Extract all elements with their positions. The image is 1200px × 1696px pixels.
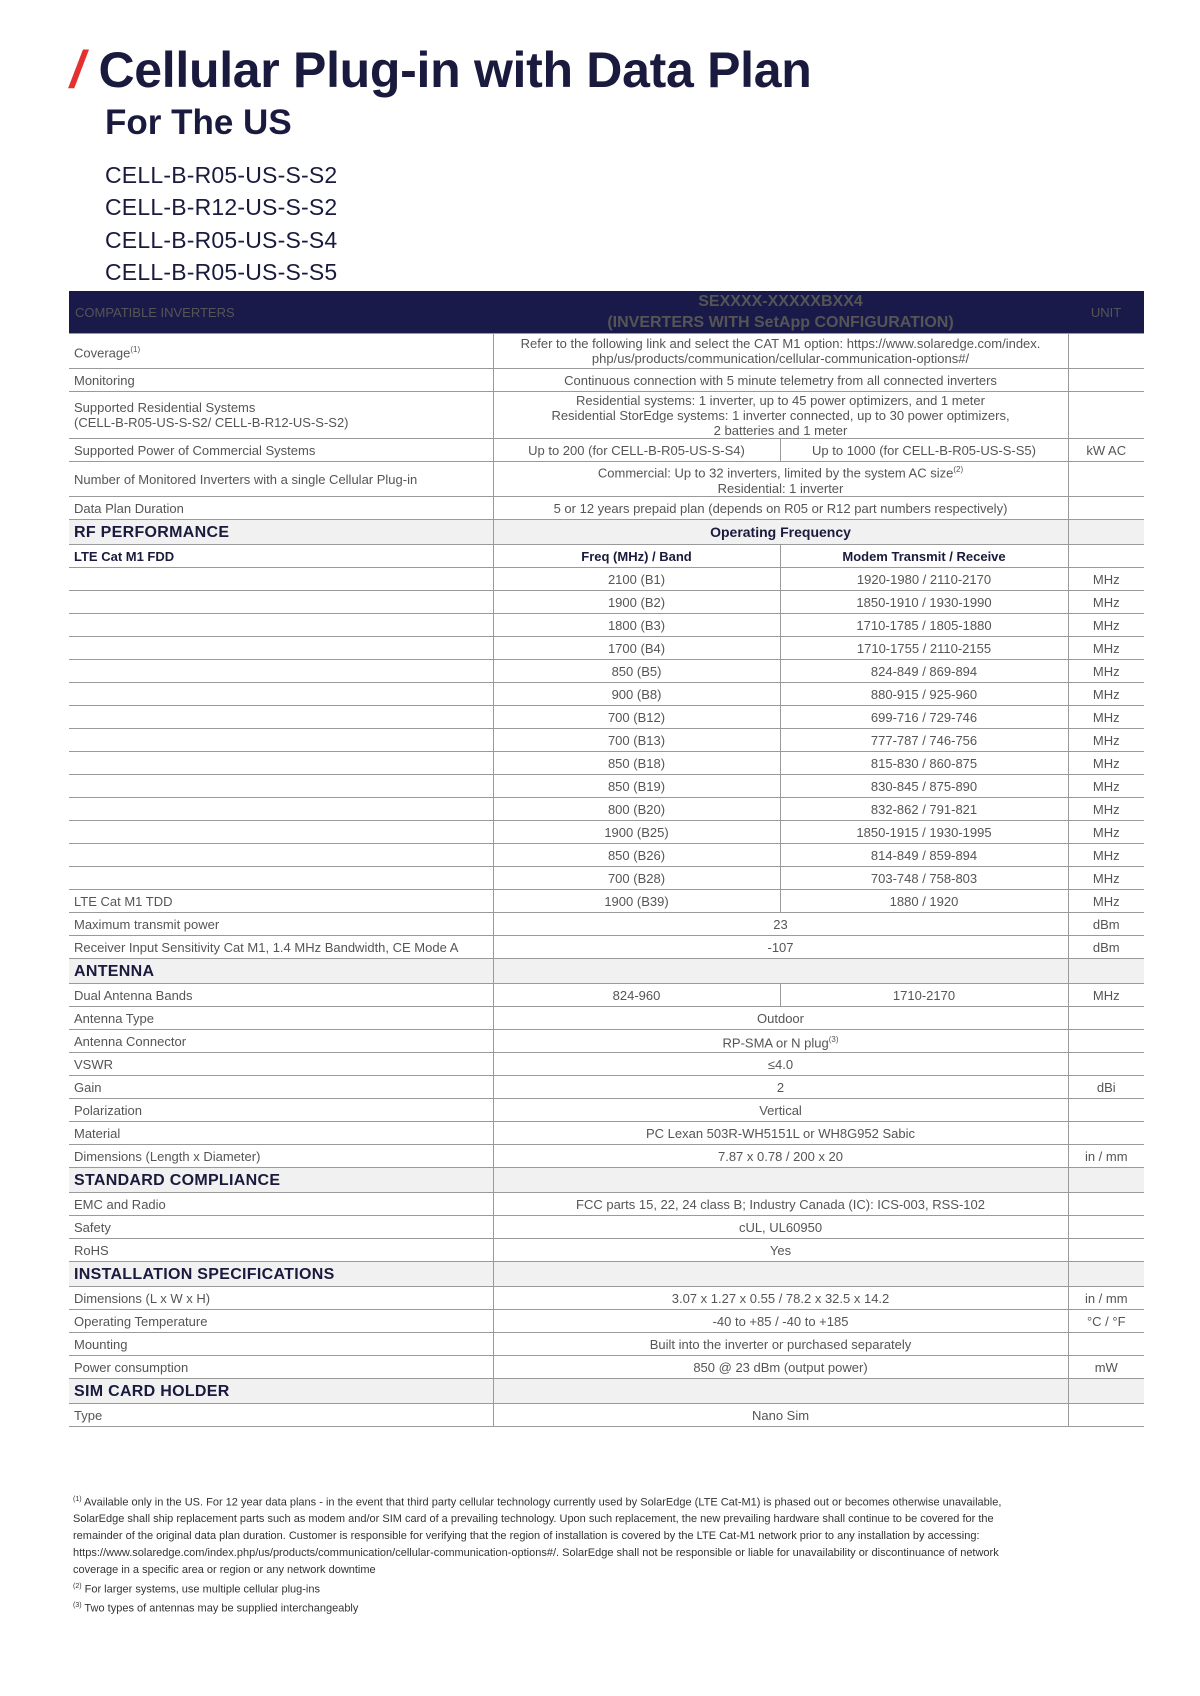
row-value-text: FCC parts 15, 22, 24 class B; Industry Canada (IC): ICS-003, RSS-102 (576, 1196, 985, 1212)
row-unit: MHz (1068, 637, 1144, 660)
row-unit: MHz (1068, 614, 1144, 637)
table-row (69, 591, 1144, 614)
model-number: CELL-B-R05-US-S-S5 (105, 259, 338, 285)
row-label (69, 867, 493, 890)
band-cell: 800 (B20) (493, 798, 780, 821)
table-row (69, 497, 1144, 520)
table-row (69, 683, 1144, 706)
row-value-text: cUL, UL60950 (738, 1219, 823, 1235)
table-row (69, 1145, 1144, 1168)
band-cell: 1900 (B2) (493, 591, 780, 614)
row-value (493, 1287, 1068, 1310)
brand-slash: / (70, 41, 85, 99)
footnote-3 (73, 1598, 1123, 1617)
table-row (69, 775, 1144, 798)
footnote-3-marker: (3) (73, 1602, 82, 1610)
footnote-ref: (1) (130, 344, 141, 354)
row-label: Mounting (69, 1333, 493, 1356)
residential-value-line3: 2 batteries and 1 meter (713, 422, 848, 438)
modem-cell: 832-862 / 791-821 (780, 798, 1068, 821)
row-value: 1710-2170 (780, 984, 1068, 1007)
row-unit: MHz (1068, 867, 1144, 890)
header-model-line2: (INVERTERS WITH SetApp CONFIGURATION) (607, 314, 954, 331)
row-label: Dual Antenna Bands (69, 984, 493, 1007)
row-unit: in / mm (1068, 1145, 1144, 1168)
installation-rows (69, 1287, 1144, 1379)
row-value (493, 1193, 1068, 1216)
row-unit (1068, 520, 1144, 545)
row-label (69, 821, 493, 844)
modem-cell: 1850-1910 / 1930-1990 (780, 591, 1068, 614)
table-row (69, 752, 1144, 775)
row-label (69, 334, 493, 369)
row-label: Data Plan Duration (69, 497, 493, 520)
footnote-ref: (3) (828, 1034, 839, 1044)
footnote-2-marker: (2) (73, 1582, 82, 1590)
modem-cell: 703-748 / 758-803 (780, 867, 1068, 890)
table-row (69, 1193, 1144, 1216)
row-unit: dBm (1068, 913, 1144, 936)
modem-cell: 1920-1980 / 2110-2170 (780, 568, 1068, 591)
footnote-3-text: Two types of antennas may be supplied interchangeably (84, 1602, 359, 1615)
row-unit: MHz (1068, 683, 1144, 706)
row-value (493, 1007, 1068, 1030)
row-value-text: PC Lexan 503R-WH5151L or WH8G952 Sabic (645, 1125, 916, 1141)
row-unit (1068, 369, 1144, 392)
modem-cell: 1850-1915 / 1930-1995 (780, 821, 1068, 844)
row-label: VSWR (69, 1053, 493, 1076)
band-cell: 700 (B28) (493, 867, 780, 890)
row-value (493, 1356, 1068, 1379)
row-unit (1068, 497, 1144, 520)
row-unit: MHz (1068, 660, 1144, 683)
band-cell: 700 (B13) (493, 729, 780, 752)
row-unit (1068, 1030, 1144, 1053)
table-row (69, 369, 1144, 392)
table-row (69, 890, 1144, 913)
row-unit (1068, 1168, 1144, 1193)
row-unit: MHz (1068, 775, 1144, 798)
row-value-text: Outdoor (757, 1010, 804, 1026)
table-row (69, 844, 1144, 867)
table-row (69, 568, 1144, 591)
row-value-text: -40 to +85 / -40 to +185 (712, 1313, 849, 1329)
row-label: Antenna Connector (69, 1030, 493, 1053)
row-value: Up to 1000 (for CELL-B-R05-US-S-S5) (780, 439, 1068, 462)
residential-label-line2: (CELL-B-R05-US-S-S2/ CELL-B-R12-US-S-S2) (74, 415, 349, 430)
row-value: 23 (493, 913, 1068, 936)
row-label (69, 683, 493, 706)
table-row (69, 1404, 1144, 1427)
row-unit (1068, 1239, 1144, 1262)
modem-cell: 777-787 / 746-756 (780, 729, 1068, 752)
compliance-rows (69, 1193, 1144, 1262)
row-unit: MHz (1068, 568, 1144, 591)
section-row-sim-card-holder (69, 1379, 1144, 1404)
table-row (69, 1053, 1144, 1076)
section-title: SIM CARD HOLDER (69, 1379, 493, 1404)
table-row (69, 334, 1144, 369)
row-label (69, 614, 493, 637)
row-unit: MHz (1068, 890, 1144, 913)
row-label (69, 637, 493, 660)
band-cell: 1800 (B3) (493, 614, 780, 637)
modem-cell: 814-849 / 859-894 (780, 844, 1068, 867)
row-value (493, 462, 1068, 497)
document-header (70, 41, 812, 289)
section-title: STANDARD COMPLIANCE (69, 1168, 493, 1193)
row-value (493, 392, 1068, 439)
row-label: Gain (69, 1076, 493, 1099)
table-row (69, 439, 1144, 462)
coverage-line2: php/us/products/communication/cellular-communication-options#/ (591, 351, 970, 366)
footnote-1-line: coverage in a specific area or region or any network downtime (73, 1563, 376, 1576)
row-value: -107 (493, 936, 1068, 959)
section-row-antenna (69, 959, 1144, 984)
row-unit (1068, 1216, 1144, 1239)
modem-cell: 880-915 / 925-960 (780, 683, 1068, 706)
footnote-2 (73, 1579, 1123, 1598)
model-number: CELL-B-R12-US-S-S2 (105, 194, 338, 220)
row-value (493, 1333, 1068, 1356)
band-cell: 850 (B5) (493, 660, 780, 683)
modem-cell: 699-716 / 729-746 (780, 706, 1068, 729)
row-unit (1068, 1099, 1144, 1122)
table-row (69, 798, 1144, 821)
row-unit: MHz (1068, 706, 1144, 729)
row-unit (1068, 462, 1144, 497)
monitored-line1-text: Commercial: Up to 32 inverters, limited by the system AC size (597, 465, 954, 481)
row-label: Dimensions (L x W x H) (69, 1287, 493, 1310)
row-label (69, 798, 493, 821)
fdd-label: LTE Cat M1 FDD (69, 545, 493, 568)
footnote-2-text: For larger systems, use multiple cellular plug-ins (84, 1583, 320, 1596)
page-subtitle: For The US (105, 102, 292, 142)
row-value (493, 1076, 1068, 1099)
section-value (493, 1379, 1068, 1404)
section-title: INSTALLATION SPECIFICATIONS (69, 1262, 493, 1287)
footnote-1-marker: (1) (73, 1496, 82, 1503)
sim-rows (69, 1404, 1144, 1427)
row-value-text: Vertical (759, 1102, 802, 1118)
band-cell: 850 (B26) (493, 844, 780, 867)
modem-cell: 1880 / 1920 (780, 890, 1068, 913)
section-row-installation (69, 1262, 1144, 1287)
band-cell: 1900 (B25) (493, 821, 780, 844)
band-cell: 1700 (B4) (493, 637, 780, 660)
table-row (69, 706, 1144, 729)
row-value (493, 1310, 1068, 1333)
model-number: CELL-B-R05-US-S-S4 (105, 226, 338, 253)
row-value-text: 7.87 x 0.78 / 200 x 20 (717, 1148, 844, 1164)
row-label: Polarization (69, 1099, 493, 1122)
page-title: Cellular Plug-in with Data Plan (98, 42, 812, 98)
row-value (493, 1145, 1068, 1168)
row-unit (1068, 1193, 1144, 1216)
header-model-line1: SEXXXX-XXXXXBXX4 (698, 293, 863, 310)
table-header-row (69, 291, 1144, 334)
modem-cell: 1710-1755 / 2110-2155 (780, 637, 1068, 660)
table-row (69, 1099, 1144, 1122)
row-unit: MHz (1068, 752, 1144, 775)
table-row (69, 392, 1144, 439)
row-unit: MHz (1068, 844, 1144, 867)
footnote-1 (73, 1492, 1123, 1579)
header-compatible-inverters: COMPATIBLE INVERTERS (69, 291, 493, 334)
row-label (69, 729, 493, 752)
footnote-1-line: SolarEdge shall ship replacement parts such as modem and/or SIM card of a prevailing technology. Upon such replacement, the new prevailing hardware shall continue to be covered for the (73, 1513, 994, 1526)
table-row (69, 936, 1144, 959)
row-label: Material (69, 1122, 493, 1145)
row-value: Up to 200 (for CELL-B-R05-US-S-S4) (493, 439, 780, 462)
header-unit: UNIT (1068, 291, 1144, 334)
band-cell: 850 (B18) (493, 752, 780, 775)
section-value (493, 959, 1068, 984)
band-cell: 700 (B12) (493, 706, 780, 729)
residential-value-line1: Residential systems: 1 inverter, up to 45 power optimizers, and 1 meter (576, 392, 985, 408)
band-cell: 900 (B8) (493, 683, 780, 706)
residential-label-line1: Supported Residential Systems (74, 400, 256, 415)
row-unit (1068, 1404, 1144, 1427)
row-value (493, 1122, 1068, 1145)
band-cell: 2100 (B1) (493, 568, 780, 591)
table-row (69, 1333, 1144, 1356)
section-title: ANTENNA (69, 959, 493, 984)
row-value (493, 334, 1068, 369)
row-unit (1068, 334, 1144, 369)
coverage-line1: Refer to the following link and select the CAT M1 option: https://www.solaredge.com/index. (520, 336, 1041, 351)
row-label: Maximum transmit power (69, 913, 493, 936)
section-row-standard-compliance (69, 1168, 1144, 1193)
section-row-rf-performance (69, 520, 1144, 545)
table-row (69, 1310, 1144, 1333)
row-unit (1068, 1379, 1144, 1404)
modem-cell: 830-845 / 875-890 (780, 775, 1068, 798)
table-row (69, 1076, 1144, 1099)
modem-cell: 815-830 / 860-875 (780, 752, 1068, 775)
table-row (69, 1030, 1144, 1053)
row-value-text: 850 @ 23 dBm (output power) (693, 1359, 868, 1375)
band-rows (69, 568, 1144, 913)
section-title: RF PERFORMANCE (69, 520, 493, 545)
column-header-modem: Modem Transmit / Receive (780, 545, 1068, 568)
row-unit: MHz (1068, 798, 1144, 821)
title-row (70, 41, 812, 99)
row-label: Supported Power of Commercial Systems (69, 439, 493, 462)
footnote-1-line: remainder of the original data plan duration. Customer is responsible for verifying that the region of installation is covered by the LTE Cat-M1 network prior to any installation by accessing: (73, 1530, 980, 1543)
row-unit: MHz (1068, 729, 1144, 752)
row-value-text: 2 (776, 1079, 785, 1095)
row-value-text: Nano Sim (751, 1407, 810, 1423)
table-row (69, 660, 1144, 683)
row-unit: MHz (1068, 821, 1144, 844)
table-row (69, 913, 1144, 936)
table-row (69, 1239, 1144, 1262)
row-label: Type (69, 1404, 493, 1427)
row-label: EMC and Radio (69, 1193, 493, 1216)
row-unit: in / mm (1068, 1287, 1144, 1310)
row-unit: MHz (1068, 984, 1144, 1007)
table-row (69, 1007, 1144, 1030)
footnote-ref: (2) (953, 465, 964, 475)
row-unit (1068, 1007, 1144, 1030)
row-value-text: Built into the inverter or purchased separately (649, 1336, 912, 1352)
header-inverter-model (493, 291, 1068, 334)
row-value (493, 1030, 1068, 1053)
residential-value-line2: Residential StorEdge systems: 1 inverter connected, up to 30 power optimizers, (551, 407, 1010, 423)
row-label: Receiver Input Sensitivity Cat M1, 1.4 MHz Bandwidth, CE Mode A (69, 936, 493, 959)
row-label: Safety (69, 1216, 493, 1239)
row-unit: kW AC (1068, 439, 1144, 462)
monitored-line1 (499, 462, 1063, 480)
row-value-text: RP-SMA or N plug (722, 1035, 829, 1051)
row-value-text: Yes (769, 1242, 792, 1258)
row-value (493, 1216, 1068, 1239)
row-value (493, 1239, 1068, 1262)
row-label (69, 392, 493, 439)
row-label (69, 775, 493, 798)
table-row (69, 729, 1144, 752)
row-label: Antenna Type (69, 1007, 493, 1030)
row-label (69, 591, 493, 614)
row-label: Monitoring (69, 369, 493, 392)
row-label: Power consumption (69, 1356, 493, 1379)
row-value: 5 or 12 years prepaid plan (depends on R05 or R12 part numbers respectively) (493, 497, 1068, 520)
table-row (69, 1216, 1144, 1239)
row-unit (1068, 545, 1144, 568)
row-unit (1068, 1262, 1144, 1287)
row-value: 824-960 (493, 984, 780, 1007)
modem-cell: 824-849 / 869-894 (780, 660, 1068, 683)
row-unit (1068, 1122, 1144, 1145)
row-label (69, 844, 493, 867)
row-unit: °C / °F (1068, 1310, 1144, 1333)
section-value (493, 1262, 1068, 1287)
table-row (69, 1356, 1144, 1379)
table-row (69, 462, 1144, 497)
row-unit (1068, 392, 1144, 439)
row-value (493, 1099, 1068, 1122)
table-row (69, 614, 1144, 637)
coverage-label: Coverage (74, 345, 131, 361)
row-unit: dBi (1068, 1076, 1144, 1099)
row-label: RoHS (69, 1239, 493, 1262)
table-row (69, 1287, 1144, 1310)
footnote-1-line: Available only in the US. For 12 year data plans - in the event that third party cellular technology currently used by SolarEdge (LTE Cat-M1) is phased out or becomes otherwise unavailable, (84, 1496, 1002, 1509)
antenna-rows (69, 1007, 1144, 1168)
table-row (69, 821, 1144, 844)
section-value: Operating Frequency (493, 520, 1068, 545)
row-unit: mW (1068, 1356, 1144, 1379)
modem-cell: 1710-1785 / 1805-1880 (780, 614, 1068, 637)
row-label (69, 568, 493, 591)
table-row (69, 1122, 1144, 1145)
table-subheader-row (69, 545, 1144, 568)
band-cell: 850 (B19) (493, 775, 780, 798)
row-label: Number of Monitored Inverters with a single Cellular Plug-in (69, 462, 493, 497)
model-number: CELL-B-R05-US-S-S2 (105, 161, 338, 188)
table-row (69, 867, 1144, 890)
row-label: Dimensions (Length x Diameter) (69, 1145, 493, 1168)
row-label (69, 752, 493, 775)
row-value: Continuous connection with 5 minute telemetry from all connected inverters (493, 369, 1068, 392)
row-label (69, 706, 493, 729)
model-list (105, 159, 811, 289)
column-header-band: Freq (MHz) / Band (493, 545, 780, 568)
row-unit (1068, 1053, 1144, 1076)
table-row (69, 984, 1144, 1007)
row-value-text: 3.07 x 1.27 x 0.55 / 78.2 x 32.5 x 14.2 (671, 1290, 890, 1306)
footnote-1-line: https://www.solaredge.com/index.php/us/products/communication/cellular-communication-options#/. SolarEdge shall not be responsible or liable for unavailability or discontinuance of network (73, 1547, 999, 1560)
row-unit (1068, 959, 1144, 984)
band-cell: 1900 (B39) (493, 890, 780, 913)
row-unit: dBm (1068, 936, 1144, 959)
row-unit: MHz (1068, 591, 1144, 614)
footnotes (73, 1492, 1123, 1618)
spec-table (69, 291, 1144, 1427)
row-label: Operating Temperature (69, 1310, 493, 1333)
section-value (493, 1168, 1068, 1193)
monitored-line2: Residential: 1 inverter (717, 480, 844, 496)
row-value-text: ≤4.0 (767, 1056, 794, 1072)
row-label: LTE Cat M1 TDD (69, 890, 493, 913)
row-label (69, 660, 493, 683)
row-unit (1068, 1333, 1144, 1356)
row-value (493, 1404, 1068, 1427)
row-value (493, 1053, 1068, 1076)
table-row (69, 637, 1144, 660)
